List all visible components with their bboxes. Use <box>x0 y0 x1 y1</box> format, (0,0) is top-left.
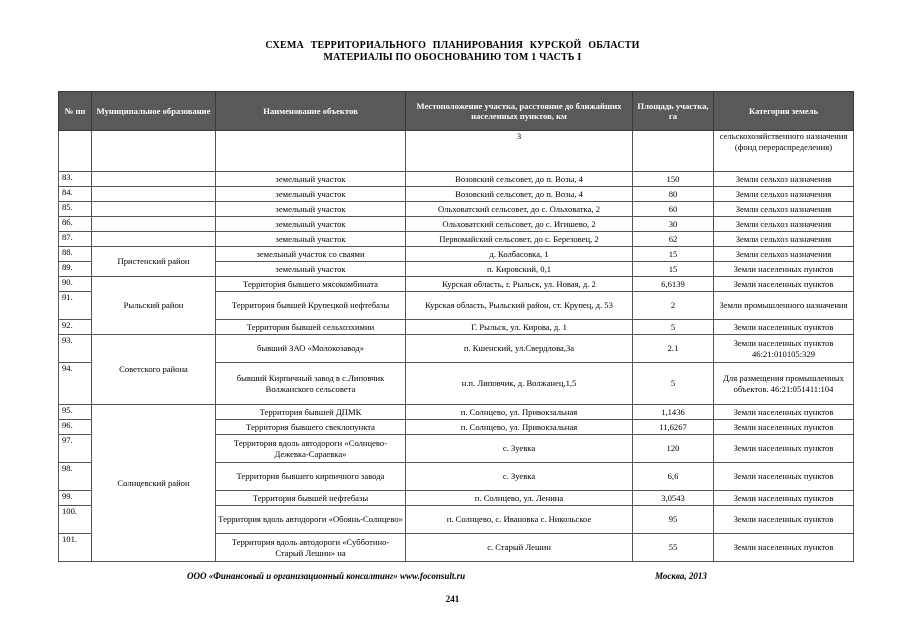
cell-location: п. Солнцево, ул. Привокзальная <box>406 420 633 435</box>
cell-object: Территория бывшего кирпичного завода <box>216 463 406 491</box>
cell-category: Земли сельхоз назначения <box>714 172 854 187</box>
cell-location: п. Солнцево, с. Ивановка с. Никольское <box>406 506 633 534</box>
cell-category: Земли населенных пунктов <box>714 435 854 463</box>
cell-object <box>216 131 406 172</box>
header-num: № пп <box>59 92 92 131</box>
cell-location: п. Кшенский, ул.Свердлова,3а <box>406 335 633 363</box>
cell-object: земельный участок со сваями <box>216 247 406 262</box>
cell-object: бывший Кирпичный завод в с.Липовчик Волжанского сельсовета <box>216 363 406 405</box>
cell-object: Территория вдоль автодороги «Субботино-Старый Лешин» на <box>216 534 406 562</box>
cell-object: Территория бывшей сельхозхимии <box>216 320 406 335</box>
cell-area: 15 <box>633 247 714 262</box>
cell-num: 101. <box>59 534 92 562</box>
footer-company: ООО «Финансовый и организационный консалтинг» www.foconsult.ru <box>187 571 466 581</box>
cell-object: земельный участок <box>216 262 406 277</box>
cell-num: 100. <box>59 506 92 534</box>
cell-category: Земли населенных пунктов <box>714 534 854 562</box>
cell-category: Для размещения промышленных объектов. 46:21:051411:104 <box>714 363 854 405</box>
cell-location: Г. Рыльск, ул. Кирова, д. 1 <box>406 320 633 335</box>
cell-area: 1,1436 <box>633 405 714 420</box>
cell-category: Земли сельхоз назначения <box>714 202 854 217</box>
cell-location: 3 <box>406 131 633 172</box>
cell-municipality <box>92 131 216 172</box>
cell-category: Земли населенных пунктов <box>714 262 854 277</box>
table-row <box>59 217 854 232</box>
cell-num: 92. <box>59 320 92 335</box>
cell-location: с. Старый Лешин <box>406 534 633 562</box>
cell-area: 6,6139 <box>633 277 714 292</box>
cell-num: 87. <box>59 232 92 247</box>
header-object: Наименование объектов <box>216 92 406 131</box>
objects-table <box>58 91 854 562</box>
cell-num: 84. <box>59 187 92 202</box>
cell-category: Земли населенных пунктов <box>714 506 854 534</box>
header-municipality: Муниципальное образование <box>92 92 216 131</box>
cell-object: земельный участок <box>216 187 406 202</box>
table-row <box>59 187 854 202</box>
cell-object: земельный участок <box>216 202 406 217</box>
table-row <box>59 335 854 363</box>
cell-area: 15 <box>633 262 714 277</box>
cell-location: Курская область, Рыльский район, ст. Крупец, д. 53 <box>406 292 633 320</box>
cell-num: 95. <box>59 405 92 420</box>
cell-num: 99. <box>59 491 92 506</box>
cell-num <box>59 131 92 172</box>
cell-category: Земли населенных пунктов <box>714 320 854 335</box>
cell-municipality <box>92 187 216 202</box>
cell-location: Возовский сельсовет, до п. Возы, 4 <box>406 172 633 187</box>
cell-num: 88. <box>59 247 92 262</box>
cell-municipality <box>92 217 216 232</box>
table-row-continuation <box>59 131 854 172</box>
cell-area: 120 <box>633 435 714 463</box>
cell-location: Первомайский сельсовет, до с. Березовец, 2 <box>406 232 633 247</box>
cell-area: 11,6267 <box>633 420 714 435</box>
cell-num: 93. <box>59 335 92 363</box>
cell-area: 55 <box>633 534 714 562</box>
cell-object: Территория бывшей нефтебазы <box>216 491 406 506</box>
header-area: Площадь участка, га <box>633 92 714 131</box>
cell-location: с. Зуевка <box>406 435 633 463</box>
cell-category: Земли сельхоз назначения <box>714 247 854 262</box>
cell-category: Земли промышленного назначения <box>714 292 854 320</box>
cell-num: 94. <box>59 363 92 405</box>
cell-area: 2.1 <box>633 335 714 363</box>
table-header-row <box>59 92 854 131</box>
cell-municipality <box>92 172 216 187</box>
cell-num: 89. <box>59 262 92 277</box>
cell-object: Территория бывшей ДПМК <box>216 405 406 420</box>
cell-location: п. Солнцево, ул. Привокзальная <box>406 405 633 420</box>
cell-object: Территория бывшего свеклопункта <box>216 420 406 435</box>
cell-object: Территория бывшего мясокомбината <box>216 277 406 292</box>
cell-area: 5 <box>633 363 714 405</box>
table-row <box>59 232 854 247</box>
cell-category: Земли населенных пунктов <box>714 405 854 420</box>
cell-area: 3,0543 <box>633 491 714 506</box>
cell-area: 2 <box>633 292 714 320</box>
cell-municipality <box>92 202 216 217</box>
cell-area: 5 <box>633 320 714 335</box>
cell-num: 96. <box>59 420 92 435</box>
cell-num: 97. <box>59 435 92 463</box>
cell-object: Территория вдоль автодороги «Обоянь-Солнцево» <box>216 506 406 534</box>
cell-location: н.п. Липовчик, д. Волжанец,1,5 <box>406 363 633 405</box>
cell-object: земельный участок <box>216 232 406 247</box>
cell-num: 83. <box>59 172 92 187</box>
cell-area: 62 <box>633 232 714 247</box>
table-row <box>59 405 854 420</box>
cell-object: бывший ЗАО «Молокозавод» <box>216 335 406 363</box>
cell-location: п. Солнцево, ул. Ленина <box>406 491 633 506</box>
cell-num: 90. <box>59 277 92 292</box>
cell-num: 86. <box>59 217 92 232</box>
cell-object: Территория бывшей Крупецкой нефтебазы <box>216 292 406 320</box>
cell-area: 6,6 <box>633 463 714 491</box>
footer-city-year: Москва, 2013 <box>655 571 707 581</box>
cell-category: Земли населенных пунктов <box>714 491 854 506</box>
cell-location: с. Зуевка <box>406 463 633 491</box>
cell-location: д. Колбасовка, 1 <box>406 247 633 262</box>
cell-category: Земли населенных пунктов <box>714 463 854 491</box>
table-row <box>59 247 854 262</box>
cell-num: 98. <box>59 463 92 491</box>
cell-area: 30 <box>633 217 714 232</box>
cell-category: Земли населенных пунктов <box>714 420 854 435</box>
cell-category: Земли населенных пунктов 46:21:010105:329 <box>714 335 854 363</box>
cell-area: 60 <box>633 202 714 217</box>
cell-location: Возовский сельсовет, до п. Возы, 4 <box>406 187 633 202</box>
cell-category: Земли сельхоз назначения <box>714 187 854 202</box>
cell-object: Территория вдоль автодороги «Солнцево-Дежевка-Сараевка» <box>216 435 406 463</box>
cell-municipality-rylsky: Рыльский район <box>92 277 216 335</box>
cell-category: Земли населенных пунктов <box>714 277 854 292</box>
cell-location: п. Кировский, 0,1 <box>406 262 633 277</box>
cell-object: земельный участок <box>216 217 406 232</box>
table-row <box>59 172 854 187</box>
header-location: Местоположение участка, расстояние до ближайших населенных пунктов, км <box>406 92 633 131</box>
cell-area: 95 <box>633 506 714 534</box>
cell-area: 150 <box>633 172 714 187</box>
cell-category: Земли сельхоз назначения <box>714 232 854 247</box>
cell-num: 85. <box>59 202 92 217</box>
page-number: 241 <box>445 594 460 604</box>
cell-area <box>633 131 714 172</box>
document-title: СХЕМА ТЕРРИТОРИАЛЬНОГО ПЛАНИРОВАНИЯ КУРСКОЙ ОБЛАСТИ <box>265 40 640 51</box>
cell-num: 91. <box>59 292 92 320</box>
cell-municipality-solntsevsky: Солнцевский район <box>92 405 216 562</box>
table-row <box>59 202 854 217</box>
cell-area: 80 <box>633 187 714 202</box>
cell-category: Земли сельхоз назначения <box>714 217 854 232</box>
cell-municipality-sovetsky: Советского района <box>92 335 216 405</box>
cell-municipality <box>92 232 216 247</box>
cell-object: земельный участок <box>216 172 406 187</box>
cell-location: Ольховатский сельсовет, до с. Ольховатка, 2 <box>406 202 633 217</box>
table-row <box>59 277 854 292</box>
header-category: Категория земель <box>714 92 854 131</box>
document-subtitle: МАТЕРИАЛЫ ПО ОБОСНОВАНИЮ ТОМ 1 ЧАСТЬ I <box>323 52 582 63</box>
cell-location: Ольховатский сельсовет, до с. Игишево, 2 <box>406 217 633 232</box>
cell-location: Курская область, г. Рыльск, ул. Новая, д. 2 <box>406 277 633 292</box>
cell-category: сельскохозяйственного назначения (фонд перераспределения) <box>714 131 854 172</box>
cell-municipality-pristensky: Пристенский район <box>92 247 216 277</box>
